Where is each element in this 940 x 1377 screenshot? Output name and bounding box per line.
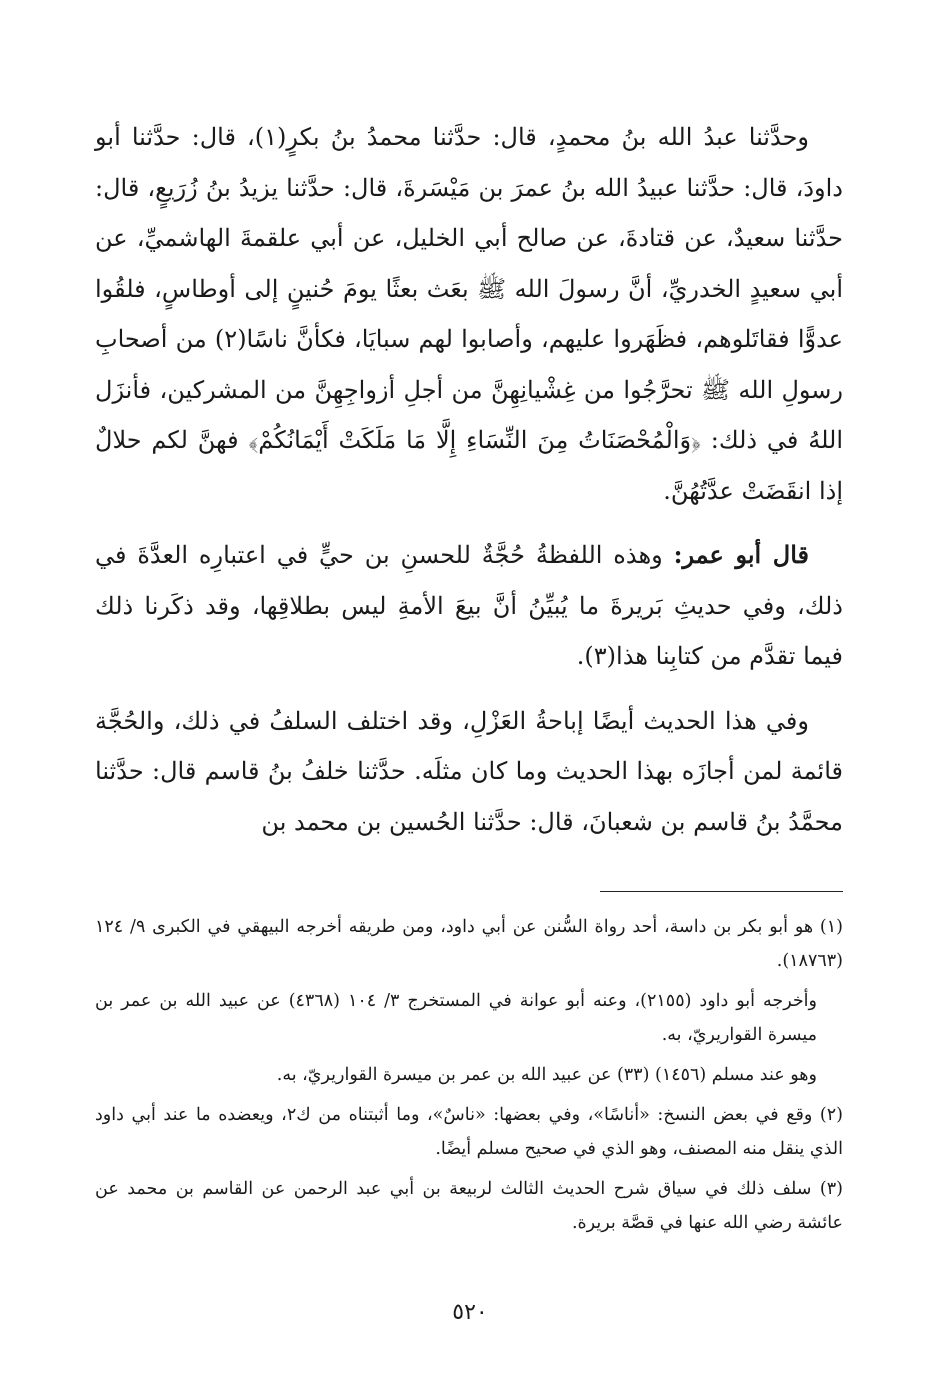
footnote-3: (٣) سلف ذلك في سياق شرح الحديث الثالث لربيعة بن أبي عبد الرحمن عن القاسم بن محمد عن عائشة رضي الله عنها في قصَّة بريرة. xyxy=(95,1179,843,1233)
main-text-block xyxy=(95,112,843,861)
paragraph-text: وحدَّثنا عبدُ الله بنُ محمدٍ، قال: حدَّثنا محمدُ بنُ بكرٍ(١)، قال: حدَّثنا أبو داودَ، قال: حدَّثنا عبيدُ الله بنُ عمرَ بن مَيْسَرةَ، قال: حدَّثنا يزيدُ بنُ زُرَيعٍ، قال: حدَّثنا سعيدٌ، عن قتادةَ، عن صالح أبي الخليل، عن أبي علقمةَ الهاشميِّ، عن أبي سعيدٍ الخدريِّ، أنَّ رسولَ الله ﷺ بعَث بعثًا يومَ حُنينٍ إلى أوطاسٍ، فلقُوا عدوًّا فقاتَلوهم، فظَهَروا عليهم، وأصابوا لهم سبايَا، فكأنَّ ناسًا(٢) من أصحابِ رسولِ الله ﷺ تحرَّجُوا من غِشْيانِهِنَّ من أجلِ أزواجِهِنَّ من المشركين، فأنزَل اللهُ في ذلك: ﴿وَالْمُحْصَنَاتُ مِنَ النِّسَاءِ إِلَّا مَا مَلَكَتْ أَيْمَانُكُمْ﴾ فهنَّ لكم حلالٌ إذا انقَضَتْ عدَّتُهُنَّ. xyxy=(95,123,844,505)
footnote-1-continuation: وأخرجه أبو داود (٢١٥٥)، وعنه أبو عوانة في المستخرج ٣/ ١٠٤ (٤٣٦٨) عن عبيد الله بن عمر بن ميسرة القواريريّ، به. xyxy=(95,991,817,1045)
footnote-separator xyxy=(600,891,843,892)
speaker-label: قال أبو عمر: xyxy=(673,540,809,569)
footnote-2: (٢) وقع في بعض النسخ: «أناسًا»، وفي بعضها: «ناسٌ»، وما أثبتناه من ك٢، ويعضده ما عند أبي داود الذي ينقل منه المصنف، وهو الذي في صحيح مسلم أيضًا. xyxy=(95,1105,843,1159)
paragraph-azl xyxy=(95,696,843,848)
paragraph-abu-umar xyxy=(95,530,843,682)
footnotes-block xyxy=(95,910,843,1246)
paragraph-text: وهذه اللفظةُ حُجَّةٌ للحسنِ بن حيٍّ في اعتبارِه العدَّةَ في ذلك، وفي حديثِ بَريرةَ ما يُبيِّنُ أنَّ بيعَ الأمةِ ليس بطلاقِها، وقد ذكَرنا ذلك فيما تقدَّم من كتابِنا هذا(٣). xyxy=(95,541,843,670)
footnote-1: (١) هو أبو بكر بن داسة، أحد رواة السُّنن عن أبي داود، ومن طريقه أخرجه البيهقي في الكبرى ٩/ ١٢٤ (١٨٧٦٣). xyxy=(95,917,843,971)
paragraph-text: وفي هذا الحديث أيضًا إباحةُ العَزْلِ، وقد اختلف السلفُ في ذلك، والحُجَّة قائمة لمن أجازَه بهذا الحديث وما كان مثلَه. حدَّثنا خلفُ بنُ قاسم قال: حدَّثنا محمَّدُ بنُ قاسم بن شعبانَ، قال: حدَّثنا الحُسين بن محمد بن xyxy=(95,706,843,836)
paragraph-hadith xyxy=(95,112,843,516)
page-number: ٥٢٠ xyxy=(452,1300,488,1325)
footnote-1-continuation: وهو عند مسلم (١٤٥٦) (٣٣) عن عبيد الله بن عمر بن ميسرة القواريريّ، به. xyxy=(276,1065,817,1085)
